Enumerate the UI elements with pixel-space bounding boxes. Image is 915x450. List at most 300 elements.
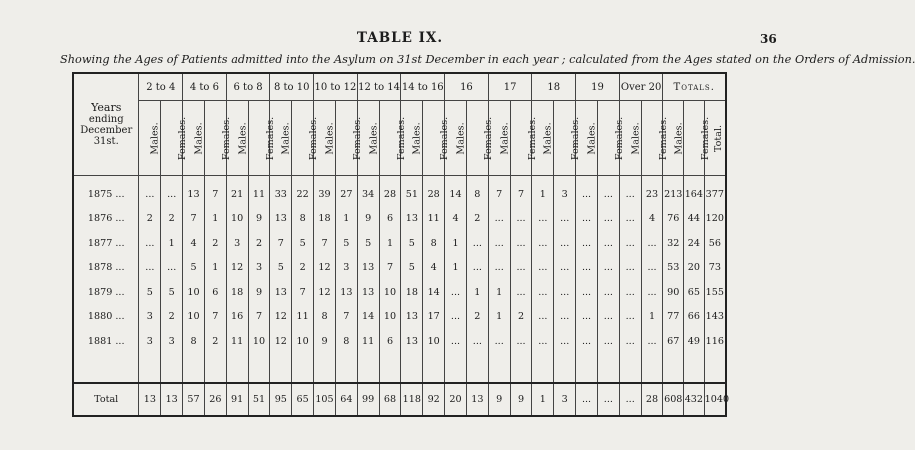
- table-cell: 34: [357, 176, 379, 207]
- table-cell: 8: [292, 207, 314, 232]
- sex-header: [597, 101, 626, 176]
- total-label: Total: [73, 383, 139, 416]
- table-cell: 155: [704, 280, 726, 305]
- table-cell: 13: [183, 176, 205, 207]
- table-row: [73, 207, 726, 232]
- age-group-header: 12 to 14: [357, 73, 401, 101]
- table-cell: ...: [641, 329, 663, 354]
- table-cell: 9: [314, 329, 336, 354]
- table-cell: ...: [139, 256, 161, 281]
- table-cell: ...: [554, 280, 576, 305]
- table-cell: 23: [641, 176, 663, 207]
- spacer-cell: [684, 354, 705, 384]
- table-cell: ...: [161, 256, 183, 281]
- age-group-header: 10 to 12: [314, 73, 358, 101]
- table-cell: 7: [335, 305, 357, 330]
- table-body: [73, 176, 730, 417]
- table-cell: 22: [292, 176, 314, 207]
- table-cell: 2: [510, 305, 532, 330]
- table-cell: 5: [335, 231, 357, 256]
- table-cell: ...: [554, 329, 576, 354]
- table-cell: 3: [139, 305, 161, 330]
- sex-header-label: Females.: [352, 116, 364, 160]
- total-cell: ...: [619, 383, 641, 416]
- sex-header-label: Males.: [281, 121, 293, 155]
- table-cell: 9: [248, 207, 270, 232]
- table-cell: ...: [576, 280, 598, 305]
- sex-header: [466, 101, 495, 176]
- table-cell: 5: [292, 231, 314, 256]
- table-cell: 5: [183, 256, 205, 281]
- spacer-cell: [183, 354, 205, 384]
- table-cell: ...: [576, 207, 598, 232]
- table-cell: 1: [445, 231, 467, 256]
- table-cell: 1: [204, 256, 226, 281]
- table-cell: ...: [139, 176, 161, 207]
- page-number: 36: [760, 32, 777, 46]
- table-cell: ...: [488, 329, 510, 354]
- spacer-cell: [379, 354, 401, 384]
- table-cell: 1: [488, 280, 510, 305]
- table-cell: 2: [466, 207, 488, 232]
- age-group-header: 17: [488, 73, 532, 101]
- table-cell: 1: [204, 207, 226, 232]
- table-cell: 10: [248, 329, 270, 354]
- table-cell: ...: [488, 256, 510, 281]
- table-cell: 3: [161, 329, 183, 354]
- table-cell: 4: [445, 207, 467, 232]
- age-group-header: 6 to 8: [226, 73, 270, 101]
- table-cell: ...: [619, 280, 641, 305]
- table-cell: 7: [292, 280, 314, 305]
- table-cell: 2: [204, 329, 226, 354]
- table-cell: 13: [335, 280, 357, 305]
- table-cell: 8: [335, 329, 357, 354]
- table-cell: 27: [335, 176, 357, 207]
- table-cell: ...: [597, 256, 619, 281]
- table-cell: 1: [488, 305, 510, 330]
- total-cell: 28: [641, 383, 663, 416]
- spacer-cell: [597, 354, 619, 384]
- table-cell: 39: [314, 176, 336, 207]
- table-cell: ...: [510, 256, 532, 281]
- table-row: [73, 329, 726, 354]
- age-group-header: 4 to 6: [183, 73, 227, 101]
- table-cell: ...: [510, 207, 532, 232]
- table-cell: 10: [226, 207, 248, 232]
- table-cell: 56: [704, 231, 726, 256]
- spacer-cell: [314, 354, 336, 384]
- table-cell: 7: [379, 256, 401, 281]
- total-cell: ...: [576, 383, 598, 416]
- table-cell: 5: [270, 256, 292, 281]
- year-label: 1878 ...: [73, 256, 139, 281]
- table-cell: 7: [510, 176, 532, 207]
- sex-header-label: Females.: [700, 116, 712, 160]
- table-cell: 13: [357, 280, 379, 305]
- table-cell: 2: [139, 207, 161, 232]
- sex-header: [554, 101, 582, 176]
- table-cell: 8: [423, 231, 445, 256]
- spacer-cell: [510, 354, 532, 384]
- table-cell: ...: [445, 280, 467, 305]
- table-cell: 12: [270, 329, 292, 354]
- table-cell: ...: [619, 329, 641, 354]
- table-cell: 65: [684, 280, 705, 305]
- sex-header-label: Males.: [237, 121, 249, 155]
- total-cell: 118: [401, 383, 423, 416]
- table-cell: 2: [248, 231, 270, 256]
- sex-header: [139, 101, 161, 176]
- total-cell: 68: [379, 383, 401, 416]
- table-cell: 8: [183, 329, 205, 354]
- table-cell: ...: [532, 280, 554, 305]
- table-cell: ...: [576, 305, 598, 330]
- table-cell: 20: [684, 256, 705, 281]
- table-cell: ...: [597, 176, 619, 207]
- table-cell: ...: [619, 256, 641, 281]
- table-cell: 6: [379, 207, 401, 232]
- table-cell: ...: [488, 207, 510, 232]
- table-cell: 7: [270, 231, 292, 256]
- spacer-row: [73, 354, 726, 384]
- table-subtitle: Showing the Ages of Patients admitted into the Asylum on 31st December in each year ; calculated from the Ages stated on the Orders of Admission.: [60, 53, 915, 66]
- table-cell: 10: [183, 305, 205, 330]
- table-cell: 12: [314, 256, 336, 281]
- table-cell: ...: [554, 207, 576, 232]
- sex-header-label: Females.: [177, 116, 189, 160]
- total-row: [73, 383, 726, 416]
- table-cell: ...: [445, 305, 467, 330]
- spacer-cell: [204, 354, 226, 384]
- table-cell: 11: [248, 176, 270, 207]
- sex-header: [161, 101, 189, 176]
- sex-header-label: Males.: [324, 121, 336, 155]
- total-cell: 13: [466, 383, 488, 416]
- total-cell: 65: [292, 383, 314, 416]
- table-cell: ...: [576, 329, 598, 354]
- table-cell: ...: [510, 231, 532, 256]
- sex-header-label: Females.: [526, 116, 538, 160]
- total-cell: 9: [488, 383, 510, 416]
- table-cell: 10: [423, 329, 445, 354]
- table-cell: 18: [226, 280, 248, 305]
- years-header-line: ending: [88, 114, 124, 125]
- table-cell: ...: [619, 176, 641, 207]
- sex-header: [510, 101, 538, 176]
- table-cell: ...: [597, 329, 619, 354]
- table-cell: ...: [510, 280, 532, 305]
- sex-header: [335, 101, 364, 176]
- total-cell: 1: [532, 383, 554, 416]
- spacer-cell: [554, 354, 576, 384]
- table-cell: 13: [401, 329, 423, 354]
- sex-header-label: Males.: [150, 121, 162, 155]
- table-cell: 164: [684, 176, 705, 207]
- table-cell: ...: [139, 231, 161, 256]
- table-cell: 13: [401, 207, 423, 232]
- table-cell: 1: [445, 256, 467, 281]
- age-group-header: Over 20: [619, 73, 663, 101]
- total-cell: 432: [684, 383, 705, 416]
- age-group-header: 18: [532, 73, 576, 101]
- sex-header: [684, 101, 712, 176]
- spacer-cell: [401, 354, 423, 384]
- sex-header-label: Females.: [657, 116, 669, 160]
- table-cell: 8: [314, 305, 336, 330]
- table-cell: 44: [684, 207, 705, 232]
- table-cell: ...: [619, 207, 641, 232]
- table-cell: ...: [532, 329, 554, 354]
- table-cell: 51: [401, 176, 423, 207]
- table-cell: ...: [161, 176, 183, 207]
- table-cell: 28: [379, 176, 401, 207]
- sex-header: [379, 101, 407, 176]
- total-cell: 1040: [704, 383, 726, 416]
- table-cell: 2: [292, 256, 314, 281]
- sex-header: [248, 101, 276, 176]
- table-cell: ...: [554, 231, 576, 256]
- sex-header-label: Total.: [712, 124, 724, 152]
- table-cell: 3: [248, 256, 270, 281]
- total-cell: 3: [554, 383, 576, 416]
- table-cell: 3: [335, 256, 357, 281]
- total-cell: ...: [597, 383, 619, 416]
- year-label: 1881 ...: [73, 329, 139, 354]
- spacer-cell: [641, 354, 663, 384]
- table-cell: 5: [357, 231, 379, 256]
- total-cell: 26: [204, 383, 226, 416]
- table-cell: 1: [532, 176, 554, 207]
- table-cell: 1: [466, 280, 488, 305]
- total-cell: 91: [226, 383, 248, 416]
- total-cell: 92: [423, 383, 445, 416]
- table-cell: 33: [270, 176, 292, 207]
- table-cell: 14: [423, 280, 445, 305]
- table-cell: ...: [445, 329, 467, 354]
- table-cell: 5: [401, 231, 423, 256]
- admissions-age-table: [72, 72, 730, 417]
- table-cell: 5: [401, 256, 423, 281]
- table-cell: 3: [139, 329, 161, 354]
- year-label: 1875 ...: [73, 176, 139, 207]
- sex-header: [204, 101, 233, 176]
- table-cell: 11: [423, 207, 445, 232]
- table-cell: 90: [663, 280, 684, 305]
- table-cell: 7: [183, 207, 205, 232]
- sex-header-label: Females.: [264, 116, 276, 160]
- table-cell: 18: [314, 207, 336, 232]
- sex-header-label: Females.: [308, 116, 320, 160]
- table-cell: 2: [466, 305, 488, 330]
- table-cell: 21: [226, 176, 248, 207]
- table-cell: 10: [379, 280, 401, 305]
- spacer-cell: [619, 354, 641, 384]
- sex-header-label: Males.: [630, 121, 642, 155]
- sex-header-label: Males.: [193, 121, 205, 155]
- spacer-cell: [445, 354, 467, 384]
- spacer-cell: [663, 354, 684, 384]
- spacer-cell: [488, 354, 510, 384]
- sex-header-label: Females.: [395, 116, 407, 160]
- table-cell: ...: [510, 329, 532, 354]
- sex-header-label: Females.: [439, 116, 451, 160]
- table-cell: ...: [576, 231, 598, 256]
- table-cell: 67: [663, 329, 684, 354]
- age-group-header: Totals.: [663, 73, 726, 101]
- age-group-header: 14 to 16: [401, 73, 445, 101]
- total-cell: 9: [510, 383, 532, 416]
- table-cell: 28: [423, 176, 445, 207]
- years-header: [73, 73, 139, 176]
- group-header-row: [73, 73, 726, 101]
- table-cell: ...: [597, 305, 619, 330]
- table-cell: 2: [204, 231, 226, 256]
- table-cell: ...: [532, 305, 554, 330]
- spacer-cell: [226, 354, 248, 384]
- sex-header-label: Females.: [221, 116, 233, 160]
- table-row: [73, 176, 726, 207]
- table-cell: 12: [314, 280, 336, 305]
- spacer-cell: [335, 354, 357, 384]
- table-cell: ...: [641, 256, 663, 281]
- table-cell: 13: [270, 207, 292, 232]
- table-cell: 2: [161, 207, 183, 232]
- table-cell: 76: [663, 207, 684, 232]
- table-cell: 143: [704, 305, 726, 330]
- year-label: 1877 ...: [73, 231, 139, 256]
- table-cell: 7: [204, 176, 226, 207]
- table-cell: ...: [466, 256, 488, 281]
- table-cell: ...: [597, 231, 619, 256]
- table-cell: 120: [704, 207, 726, 232]
- table-cell: 49: [684, 329, 705, 354]
- spacer-cell: [576, 354, 598, 384]
- table-cell: ...: [532, 207, 554, 232]
- table-cell: 11: [226, 329, 248, 354]
- table-cell: 3: [554, 176, 576, 207]
- table-cell: 13: [270, 280, 292, 305]
- sex-header: [641, 101, 669, 176]
- table-cell: 53: [663, 256, 684, 281]
- spacer-cell: [73, 354, 139, 384]
- table-cell: 6: [379, 329, 401, 354]
- total-cell: 13: [161, 383, 183, 416]
- table-cell: 12: [270, 305, 292, 330]
- table-cell: 7: [488, 176, 510, 207]
- table-cell: 5: [139, 280, 161, 305]
- sex-header-label: Females.: [570, 116, 582, 160]
- table-title: TABLE IX.: [356, 30, 444, 46]
- total-cell: 95: [270, 383, 292, 416]
- total-cell: 57: [183, 383, 205, 416]
- table-cell: 1: [335, 207, 357, 232]
- sex-header: [423, 101, 451, 176]
- table-cell: 24: [684, 231, 705, 256]
- table-cell: 377: [704, 176, 726, 207]
- table-cell: ...: [532, 256, 554, 281]
- years-header-line: December: [80, 125, 133, 136]
- table-cell: 4: [423, 256, 445, 281]
- table-cell: 5: [161, 280, 183, 305]
- table-cell: 1: [641, 305, 663, 330]
- sex-header-label: Males.: [455, 121, 467, 155]
- table-cell: ...: [554, 256, 576, 281]
- table-cell: ...: [597, 207, 619, 232]
- total-cell: 64: [335, 383, 357, 416]
- year-label: 1876 ...: [73, 207, 139, 232]
- sex-header-label: Males.: [586, 121, 598, 155]
- table-cell: 11: [292, 305, 314, 330]
- table-cell: ...: [554, 305, 576, 330]
- sex-header-label: Males.: [543, 121, 555, 155]
- table-cell: 9: [248, 280, 270, 305]
- table-cell: 7: [248, 305, 270, 330]
- sex-header-row: [73, 101, 726, 176]
- sex-header-label: Males.: [499, 121, 511, 155]
- table-cell: 8: [466, 176, 488, 207]
- table-cell: 12: [226, 256, 248, 281]
- table-cell: 66: [684, 305, 705, 330]
- table-cell: 6: [204, 280, 226, 305]
- table-cell: 10: [292, 329, 314, 354]
- table-cell: 10: [379, 305, 401, 330]
- table-cell: 10: [183, 280, 205, 305]
- table-cell: ...: [576, 256, 598, 281]
- table-row: [73, 231, 726, 256]
- sex-header: [292, 101, 320, 176]
- spacer-cell: [704, 354, 726, 384]
- total-cell: 99: [357, 383, 379, 416]
- spacer-cell: [292, 354, 314, 384]
- table-row: [73, 256, 726, 281]
- table-cell: ...: [576, 176, 598, 207]
- sex-header-label: Females.: [614, 116, 626, 160]
- table-row: [73, 280, 726, 305]
- table-cell: ...: [641, 231, 663, 256]
- table-cell: 13: [357, 256, 379, 281]
- table-cell: 4: [641, 207, 663, 232]
- age-group-header: 16: [445, 73, 489, 101]
- age-group-header: 8 to 10: [270, 73, 314, 101]
- table-cell: 1: [161, 231, 183, 256]
- sex-header-label: Males.: [674, 121, 686, 155]
- spacer-cell: [139, 354, 161, 384]
- table-cell: ...: [466, 231, 488, 256]
- spacer-cell: [270, 354, 292, 384]
- spacer-cell: [161, 354, 183, 384]
- table-cell: 4: [183, 231, 205, 256]
- spacer-cell: [423, 354, 445, 384]
- table-cell: 14: [357, 305, 379, 330]
- table-cell: ...: [641, 280, 663, 305]
- table-cell: 77: [663, 305, 684, 330]
- table-cell: 1: [379, 231, 401, 256]
- table-cell: ...: [488, 231, 510, 256]
- spacer-cell: [532, 354, 554, 384]
- year-label: 1880 ...: [73, 305, 139, 330]
- years-header-line: 31st.: [93, 136, 119, 147]
- table-cell: 16: [226, 305, 248, 330]
- year-label: 1879 ...: [73, 280, 139, 305]
- sex-header-label: Males.: [412, 121, 424, 155]
- table-cell: ...: [532, 231, 554, 256]
- table-cell: ...: [466, 329, 488, 354]
- spacer-cell: [248, 354, 270, 384]
- table-cell: 2: [161, 305, 183, 330]
- table-cell: ...: [597, 280, 619, 305]
- table-cell: 13: [401, 305, 423, 330]
